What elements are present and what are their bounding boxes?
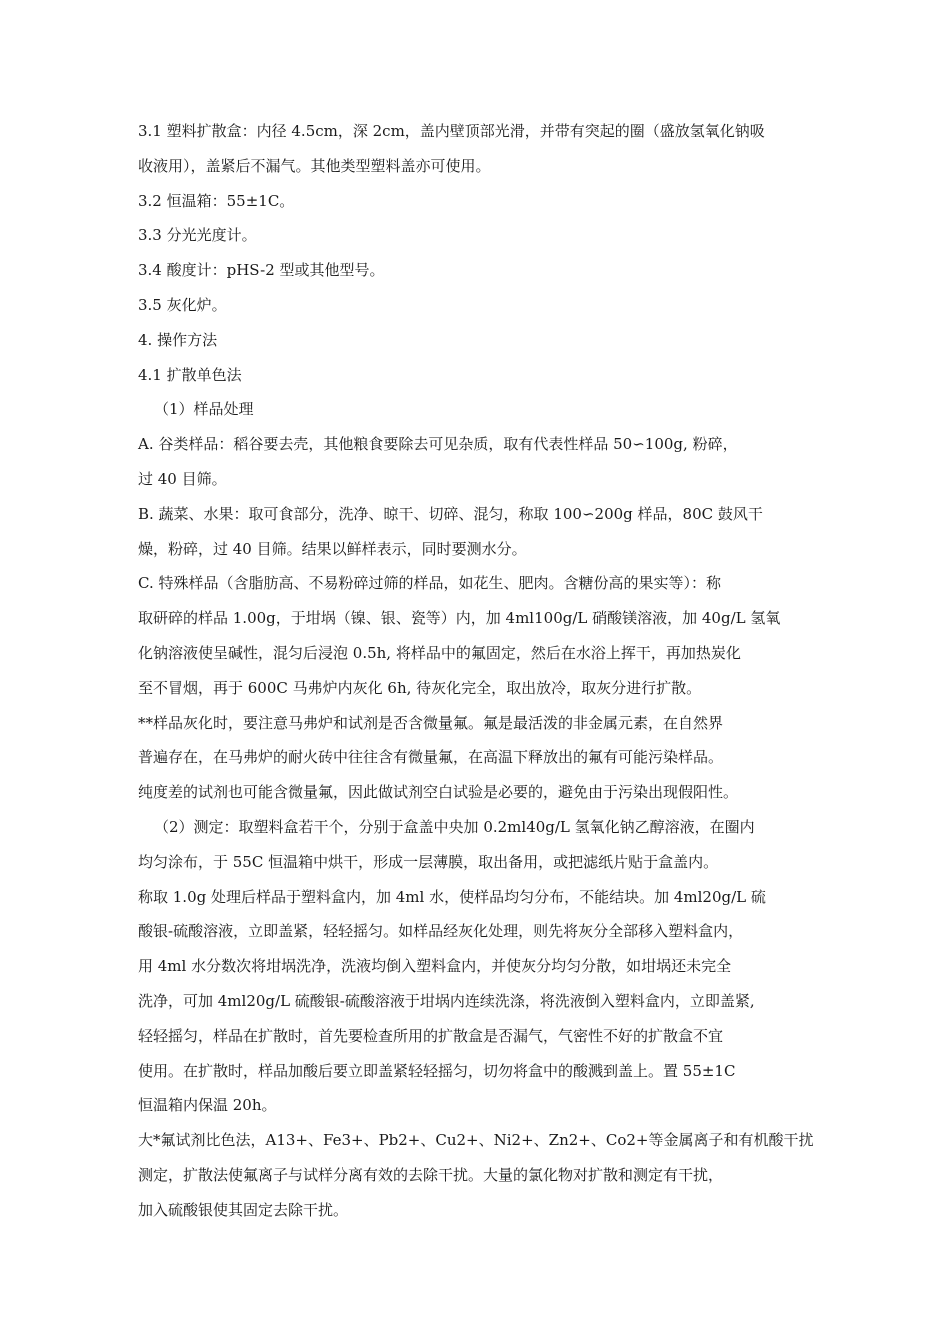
text-line-3-1: 3.1 塑料扩散盒：内径 4.5cm，深 2cm，盖内壁顶部光滑，并带有突起的圈（盛放氢氧化钠吸 [138,122,765,140]
procedure-line-2: 酸银-硫酸溶液，立即盖紧，轻轻摇匀。如样品经灰化处理，则先将灰分全部移入塑料盒内， [138,922,744,941]
text-line-3-3: 3.3 分光光度计。 [138,226,257,245]
procedure-line-5: 轻轻摇匀，样品在扩散时，首先要检查所用的扩散盒是否漏气，气密性不好的扩散盒不宜 [138,1026,724,1045]
measurement-line-2: 均匀涂布，于 55C 恒温箱中烘干，形成一层薄膜，取出备用，或把滤纸片贴于盒盖内。 [138,852,719,871]
section-heading-4-1: 4.1 扩散单色法 [138,365,242,384]
text-line-3-4: 3.4 酸度计：pHS-2 型或其他型号。 [138,261,385,280]
document-body [138,114,828,1228]
text-line-a: A. 谷类样品：稻谷要去壳，其他粮食要除去可见杂质，取有代表性样品 50∽100g, 粉碎， [138,435,738,454]
note-line-3: 纯度差的试剂也可能含微量氟，因此做试剂空白试验是必要的，避免由于污染出现假阳性。 [138,783,739,802]
text-line-3-5: 3.5 灰化炉。 [138,295,227,314]
procedure-line-7: 恒温箱内保温 20h。 [138,1096,277,1115]
interference-line-1: 大*氟试剂比色法，A13+、Fe3+、Pb2+、Cu2+、Ni2+、Zn2+、Co2+等金属离子和有机酸干扰 [138,1131,814,1150]
text-line-a-cont: 过 40 目筛。 [138,469,227,488]
note-line-1: **样品灰化时，要注意马弗炉和试剂是否含微量氟。氟是最活泼的非金属元素，在自然界 [138,713,724,732]
interference-line-2: 测定，扩散法使氟离子与试样分离有效的去除干扰。大量的氯化物对扩散和测定有干扰， [138,1165,724,1184]
text-line-c-cont-1: 取研碎的样品 1.00g，于坩埚（镍、银、瓷等）内，加 4ml100g/L 硝酸镁溶液，加 40g/L 氢氧 [138,609,781,628]
text-line-c-cont-2: 化钠溶液使呈碱性，混匀后浸泡 0.5h, 将样品中的氟固定，然后在水浴上挥干，再加热炭化 [138,643,741,662]
procedure-line-3: 用 4ml 水分数次将坩埚洗净，洗液均倒入塑料盒内，并使灰分均匀分散，如坩埚还未完全 [138,957,732,976]
text-line-c-cont-3: 至不冒烟，再于 600C 马弗炉内灰化 6h, 待灰化完全，取出放冷，取灰分进行扩散。 [138,678,702,697]
procedure-line-4: 洗净，可加 4ml20g/L 硫酸银-硫酸溶液于坩埚内连续洗涤，将洗液倒入塑料盒内，立即盖紧, [138,991,755,1010]
section-heading-4: 4. 操作方法 [138,330,218,349]
note-line-2: 普遍存在，在马弗炉的耐火砖中往往含有微量氟，在高温下释放出的氟有可能污染样品。 [138,748,724,767]
text-line-b-cont: 燥，粉碎，过 40 目筛。结果以鲜样表示，同时要测水分。 [138,539,527,558]
subheading-sample-processing: （1）样品处理 [154,400,254,419]
measurement-line-1: （2）测定：取塑料盒若干个，分别于盒盖中央加 0.2ml40g/L 氢氧化钠乙醇溶液，在圈内 [154,817,755,836]
procedure-line-6: 使用。在扩散时，样品加酸后要立即盖紧轻轻摇匀，切勿将盒中的酸溅到盖上。置 55±1C [138,1061,736,1080]
text-line-c: C. 特殊样品（含脂肪高、不易粉碎过筛的样品，如花生、肥肉。含糖份高的果实等）：称 [138,574,721,593]
text-line-3-1-cont: 收液用），盖紧后不漏气。其他类型塑料盖亦可使用。 [138,156,491,175]
interference-line-3: 加入硫酸银使其固定去除干扰。 [138,1200,349,1219]
text-line-3-2: 3.2 恒温箱：55±1C。 [138,191,295,210]
procedure-line-1: 称取 1.0g 处理后样品于塑料盒内，加 4ml 水，使样品均匀分布，不能结块。加 4ml20g/L 硫 [138,887,766,906]
text-line-b: B. 蔬菜、水果：取可食部分，洗净、晾干、切碎、混匀，称取 100∽200g 样品，80C 鼓风干 [138,504,763,523]
